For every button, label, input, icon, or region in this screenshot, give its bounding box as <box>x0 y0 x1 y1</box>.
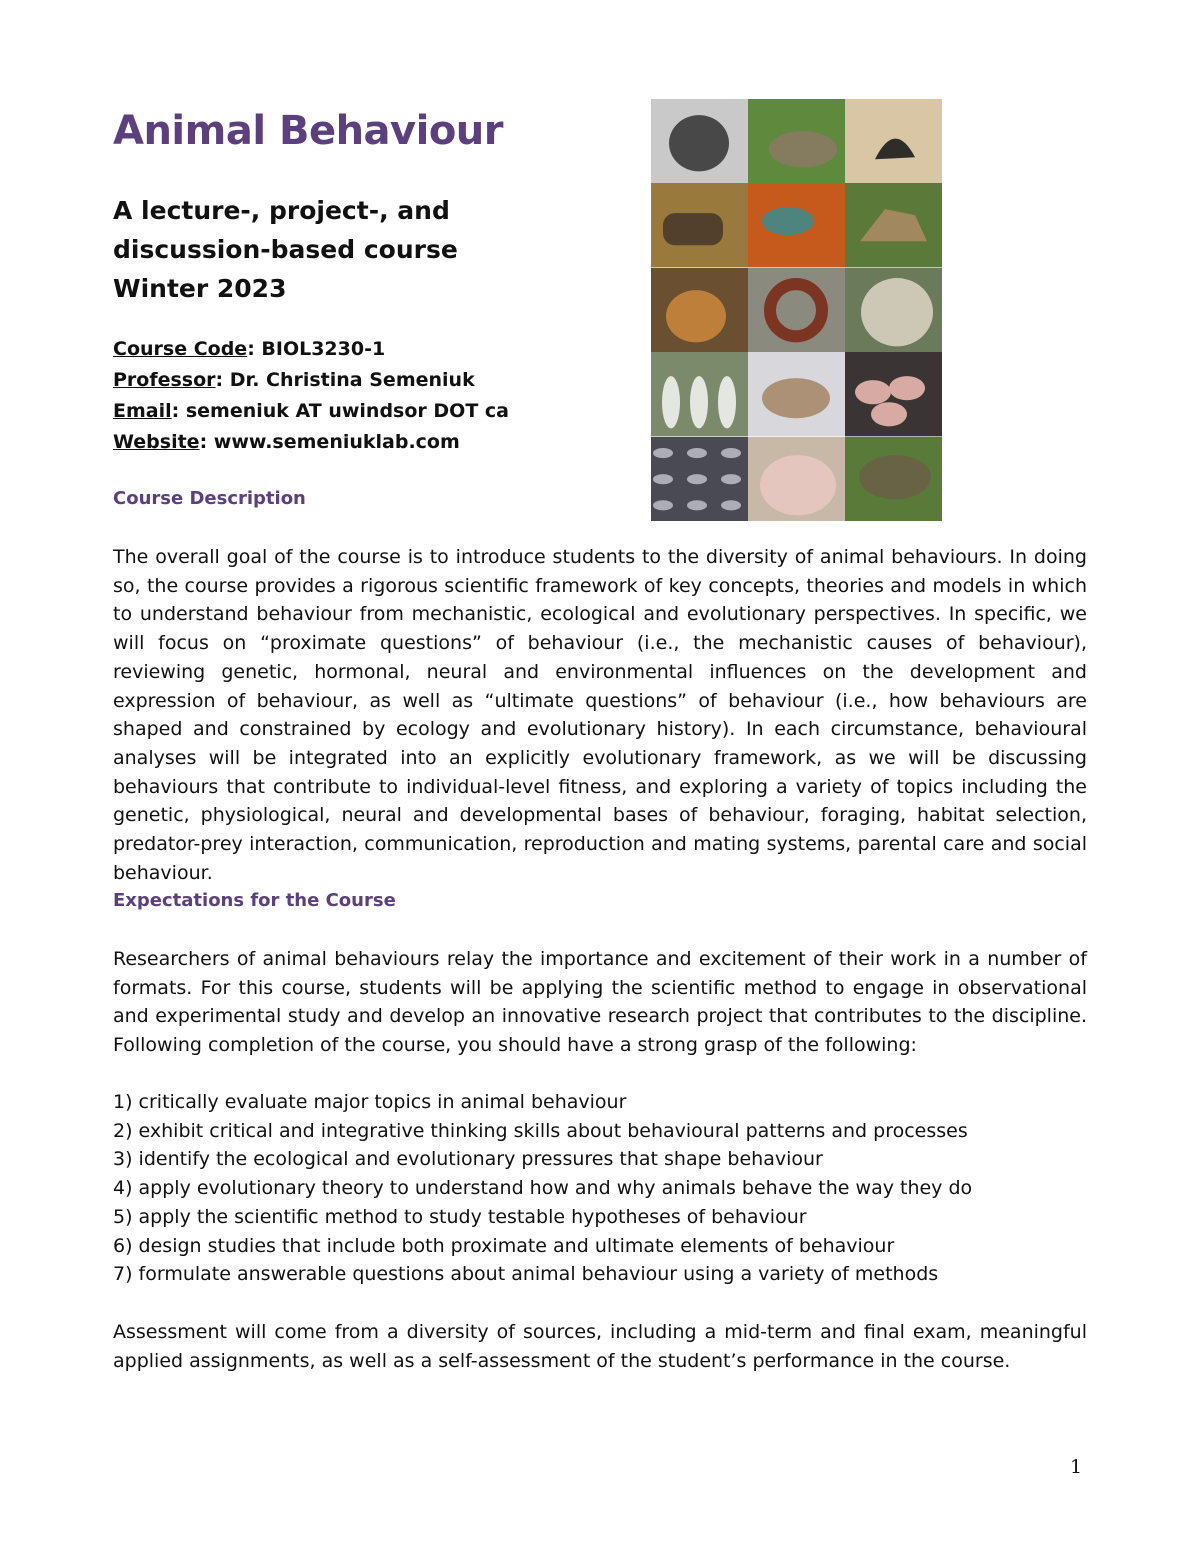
list-item: 4) apply evolutionary theory to understand how and why animals behave the way they do <box>113 1177 973 1200</box>
info-email <box>113 396 509 427</box>
course-subtitle <box>113 191 458 308</box>
rats-image <box>748 352 845 436</box>
info-value: : Dr. Christina Semeniuk <box>215 369 475 391</box>
list-item: 2) exhibit critical and integrative thinking skills about behavioural patterns and processes <box>113 1119 968 1142</box>
chimpanzee-engraving-image <box>651 99 748 183</box>
buffalo-bird-image <box>651 183 748 267</box>
piglets-image <box>845 352 942 436</box>
course-description-heading: Course Description <box>113 488 306 509</box>
cat-image <box>845 268 942 352</box>
info-label: Email <box>113 400 172 422</box>
pigs-face-image <box>748 437 845 521</box>
millipede-image <box>748 268 845 352</box>
outcomes-list <box>113 1088 1087 1289</box>
list-item: 7) formulate answerable questions about animal behaviour using a variety of methods <box>113 1263 939 1286</box>
otters-image <box>748 99 845 183</box>
list-item: 1) critically evaluate major topics in animal behaviour <box>113 1091 627 1113</box>
info-course-code <box>113 334 509 365</box>
insects-image <box>651 437 748 521</box>
expectations-intro: Researchers of animal behaviours relay the importance and excitement of their work in a number of formats. For this course, students will be applying the scientific method to engage in observational and experimental study and develop an innovative research project that contributes to the discipline. Following completion of the course, you should have a strong grasp of the following: <box>113 948 1087 1057</box>
info-label: Website <box>113 431 200 453</box>
course-info <box>113 334 509 458</box>
wolf-image <box>845 183 942 267</box>
list-item: 5) apply the scientific method to study testable hypotheses of behaviour <box>113 1205 807 1228</box>
tortoises-image <box>845 437 942 521</box>
expectations-heading: Expectations for the Course <box>113 890 396 911</box>
info-value: : BIOL3230-1 <box>247 338 386 360</box>
info-value: : www.semeniuklab.com <box>199 431 460 453</box>
info-label: Professor <box>113 369 216 391</box>
animal-photo-collage <box>651 99 942 521</box>
info-professor <box>113 365 509 396</box>
list-item: 3) identify the ecological and evolutionary pressures that shape behaviour <box>113 1148 823 1171</box>
course-description-text: The overall goal of the course is to introduce students to the diversity of animal behaviours. In doing so, the course provides a rigorous scientific framework of key concepts, theories and models in which to understand behaviour from mechanistic, ecological and evolutionary perspectives. In specific, we will focus on “proximate questions” of behaviour (i.e., the mechanistic causes of behaviour), reviewing genetic, hormonal, neural and environmental influences on the development and expression of behaviour, as well as “ultimate questions” of behaviour (i.e., how behaviours are shaped and constrained by ecology and evolutionary history). In each circumstance, behavioural analyses will be integrated into an explicitly evolutionary framework, as we will be discussing behaviours that contribute to individual-level fitness, and exploring a variety of topics including the genetic, physiological, neural and developmental bases of behaviour, foraging, habitat selection, predator-prey interaction, communication, reproduction and mating systems, parental care and social behaviour. <box>113 546 1087 884</box>
fish-orange-image <box>748 183 845 267</box>
penguins-image <box>651 352 748 436</box>
page-title: Animal Behaviour <box>113 108 504 154</box>
info-label: Course Code <box>113 338 248 360</box>
orca-beach-image <box>845 99 942 183</box>
assessment-text: Assessment will come from a diversity of sources, including a mid-term and final exam, meaningful applied assignments, as well as a self-assessment of the student’s performance in the course. <box>113 1321 1087 1372</box>
list-item: 6) design studies that include both proximate and ultimate elements of behaviour <box>113 1234 895 1257</box>
subtitle-line: A lecture-, project-, and <box>113 196 450 225</box>
hen-chicks-image <box>651 268 748 352</box>
subtitle-line: discussion-based course <box>113 235 458 264</box>
info-value: : semeniuk AT uwindsor DOT ca <box>171 400 509 422</box>
subtitle-line: Winter 2023 <box>113 274 287 303</box>
page-number: 1 <box>1070 1456 1083 1478</box>
info-website <box>113 427 509 458</box>
